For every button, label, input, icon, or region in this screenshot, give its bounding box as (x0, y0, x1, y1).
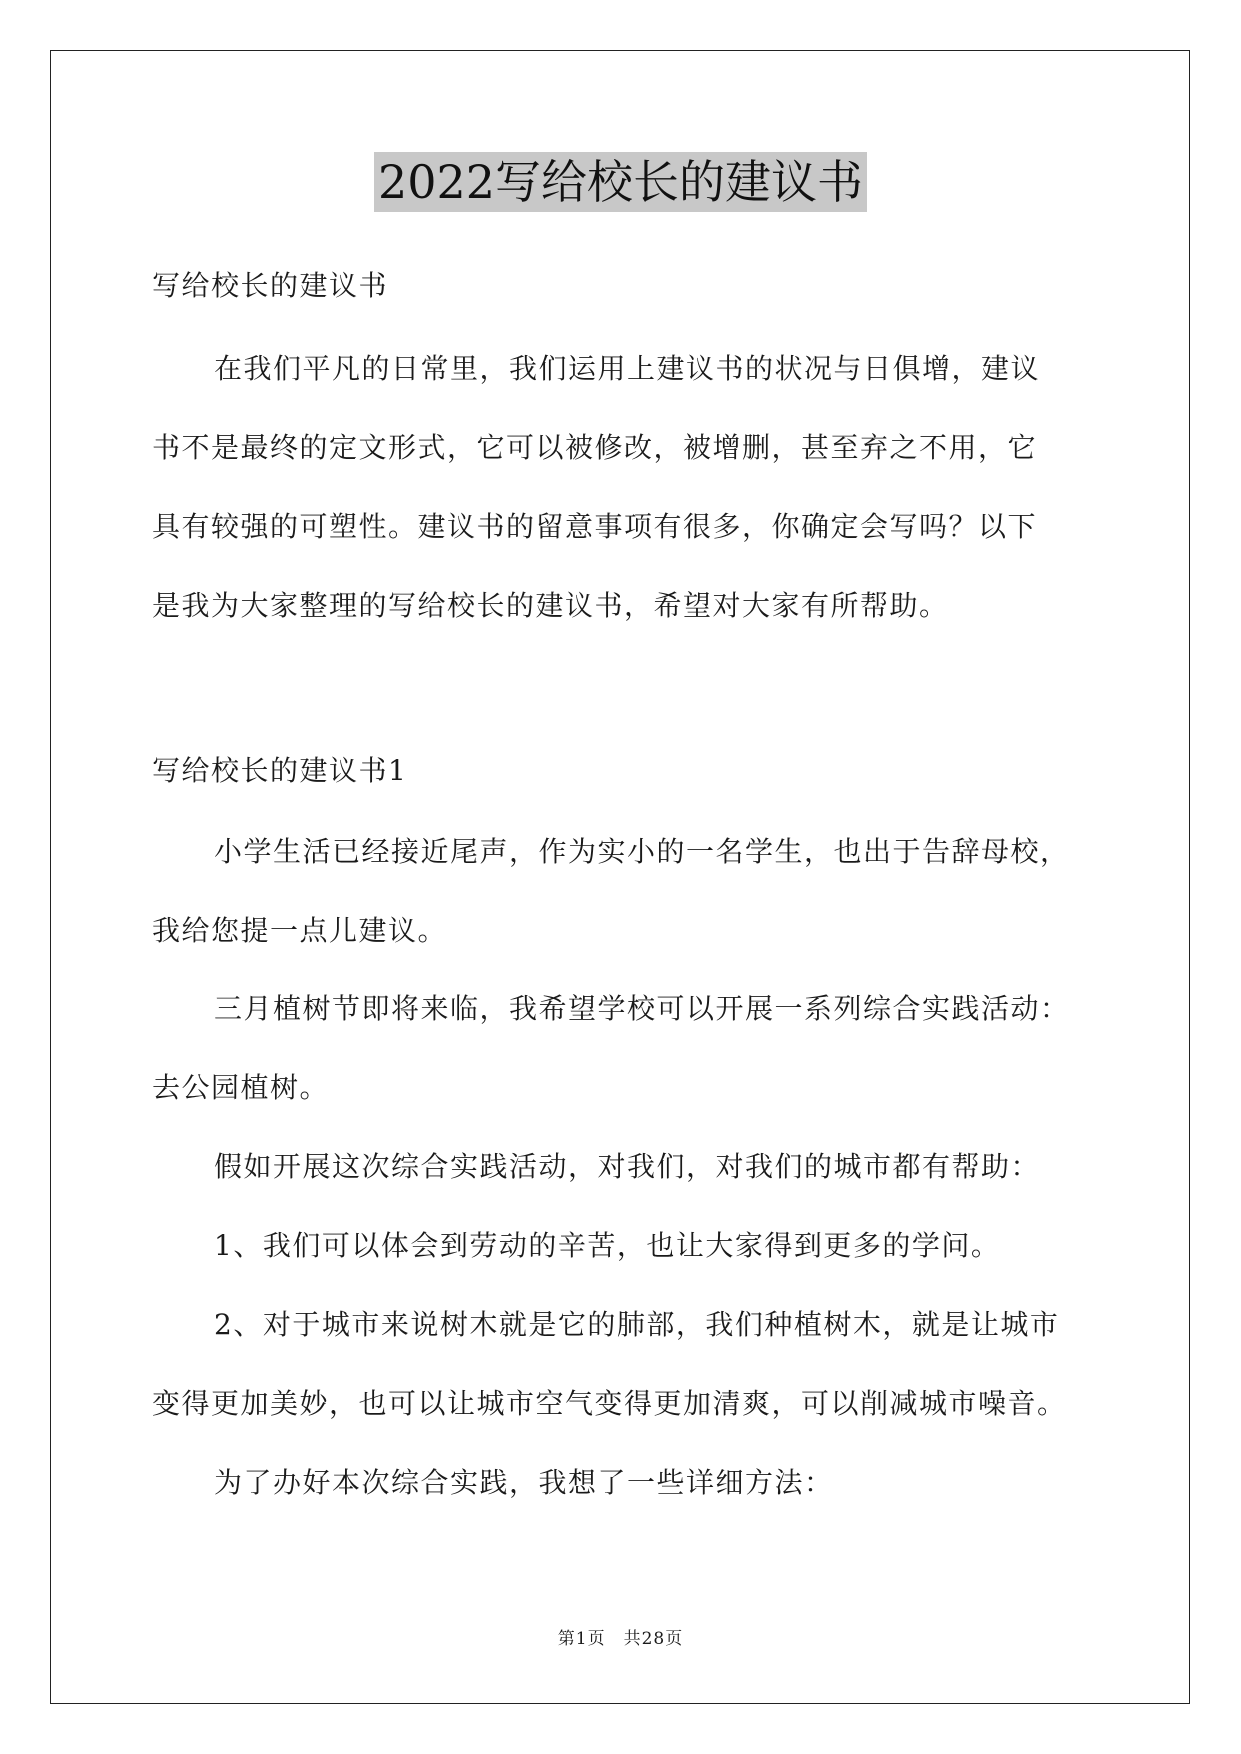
paragraph-line: 书不是最终的定文形式，它可以被修改，被增删，甚至弃之不用，它 (152, 431, 1038, 464)
list-item: 2、对于城市来说树木就是它的肺部，我们种植树木，就是让城市 (214, 1308, 1060, 1341)
page-footer: 第1页 共28页 (557, 1629, 684, 1649)
title-container (0, 152, 1241, 212)
section-heading-intro: 写给校长的建议书 (152, 269, 389, 302)
paragraph-line: 三月植树节即将来临，我希望学校可以开展一系列综合实践活动： (214, 992, 1070, 1025)
paragraph-line: 为了办好本次综合实践，我想了一些详细方法： (214, 1466, 834, 1499)
paragraph-line: 假如开展这次综合实践活动，对我们，对我们的城市都有帮助： (214, 1150, 1041, 1183)
list-item: 1、我们可以体会到劳动的辛苦，也让大家得到更多的学问。 (214, 1229, 1001, 1262)
paragraph-line: 小学生活已经接近尾声，作为实小的一名学生，也出于告辞母校， (214, 835, 1070, 868)
paragraph-line: 变得更加美妙，也可以让城市空气变得更加清爽，可以削减城市噪音。 (152, 1387, 1067, 1420)
paragraph-line: 是我为大家整理的写给校长的建议书，希望对大家有所帮助。 (152, 589, 949, 622)
paragraph-line: 具有较强的可塑性。建议书的留意事项有很多，你确定会写吗？以下 (152, 510, 1038, 543)
paragraph-line: 去公园植树。 (152, 1071, 330, 1104)
section-heading-1: 写给校长的建议书1 (152, 754, 408, 787)
paragraph-line: 我给您提一点儿建议。 (152, 914, 448, 947)
document-title: 2022写给校长的建议书 (374, 152, 867, 212)
paragraph-line: 在我们平凡的日常里，我们运用上建议书的状况与日俱增，建议 (214, 352, 1041, 385)
